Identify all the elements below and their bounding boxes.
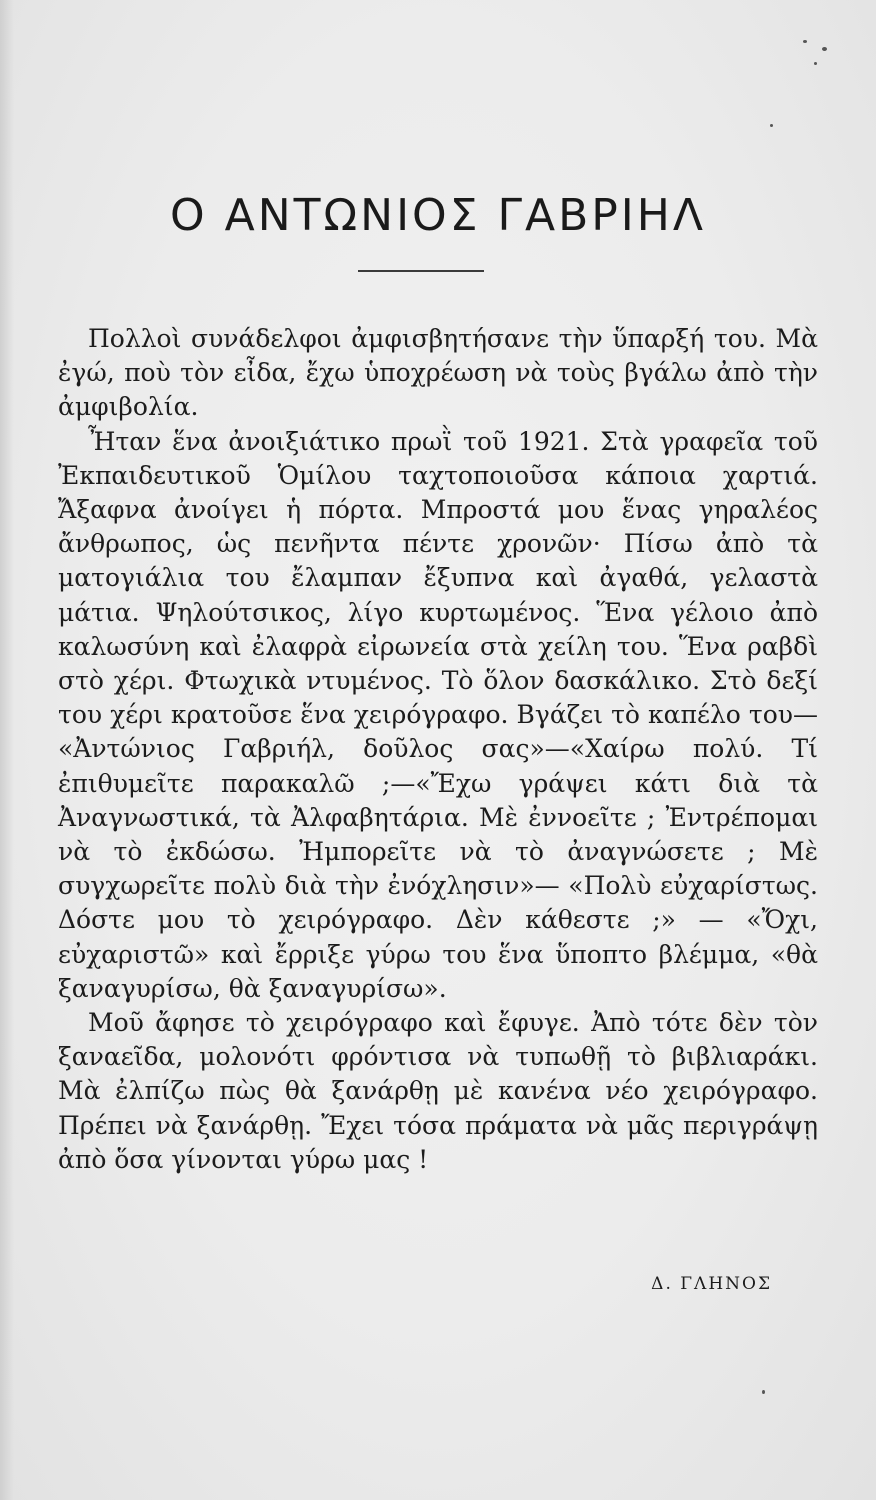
paragraph-1: Πολλοὶ συνάδελφοι ἀμφισβητήσανε τὴν ὕπαρξή του. Μὰ ἐγώ, ποὺ τὸν εἶδα, ἔχω ὑποχρέωση νὰ τοὺς βγάλω ἀπὸ τὴν ἀμφιβολία. bbox=[58, 324, 818, 422]
paragraph-3: Μοῦ ἄφησε τὸ χειρόγραφο καὶ ἔφυγε. Ἀπὸ τότε δὲν τὸν ξαναεῖδα, μολονότι φρόντισα νὰ τυπωθῇ τὸ βιβλιαράκι. Μὰ ἐλπίζω πὼς θὰ ξανάρθῃ μὲ κανένα νέο χειρόγραφο. Πρέπει νὰ ξανάρθῃ. Ἔχει τόσα πράματα νὰ μᾶς περιγράψῃ ἀπὸ ὅσα γίνονται γύρω μας ! bbox=[58, 1008, 818, 1174]
author-signature: Δ. ΓΛΗΝΟΣ bbox=[651, 1274, 772, 1294]
paper-speck bbox=[770, 124, 773, 127]
title-divider bbox=[358, 270, 484, 272]
article-body bbox=[58, 322, 818, 1177]
paper-speck bbox=[762, 1390, 765, 1394]
paper-speck bbox=[803, 40, 807, 43]
page-title: Ο ΑΝΤΩΝΙΟΣ ΓΑΒΡΙΗΛ bbox=[170, 190, 706, 241]
paper-speck bbox=[814, 62, 817, 65]
paper-speck bbox=[822, 47, 827, 51]
paragraph-2: Ἦταν ἕνα ἀνοιξιάτικο πρωῒ τοῦ 1921. Στὰ γραφεῖα τοῦ Ἐκπαιδευτικοῦ Ὁμίλου ταχτοποιοῦσα κάποια χαρτιά. Ἄξαφνα ἀνοίγει ἡ πόρτα. Μπροστά μου ἕνας γηραλέος ἄνθρωπος, ὡς πενῆντα πέντε χρονῶν· Πίσω ἀπὸ τὰ ματογιάλια του ἔλαμπαν ἔξυπνα καὶ ἀγαθά, γελαστὰ μάτια. Ψηλούτσικος, λίγο κυρτωμένος. Ἕνα γέλοιο ἀπὸ καλωσύνη καὶ ἐλαφρὰ εἰρωνεία στὰ χείλη του. Ἕνα ραβδὶ στὸ χέρι. Φτωχικὰ ντυμένος. Τὸ ὅλον δασκάλικο. Στὸ δεξί του χέρι κρατοῦσε ἕνα χειρόγραφο. Βγάζει τὸ καπέλο του— «Ἀντώνιος Γαβριήλ, δοῦλος σας»—«Χαίρω πολύ. Τί ἐπιθυμεῖτε παρακαλῶ ;—«Ἔχω γράψει κάτι διὰ τὰ Ἀναγνωστικά, τὰ Ἀλφαβητάρια. Μὲ ἐννοεῖτε ; Ἐντρέπομαι νὰ τὸ ἐκδώσω. Ἠμπορεῖτε νὰ τὸ ἀναγνώσετε ; Μὲ συγχωρεῖτε πολὺ διὰ τὴν ἐνόχλησιν»— «Πολὺ εὐχαρίστως. Δόστε μου τὸ χειρόγραφο. Δὲν κάθεστε ;» — «Ὄχι, εὐχαριστῶ» καὶ ἔρριξε γύρω του ἕνα ὕποπτο βλέμμα, «θὰ ξαναγυρίσω, θὰ ξαναγυρίσω». bbox=[58, 426, 818, 1003]
